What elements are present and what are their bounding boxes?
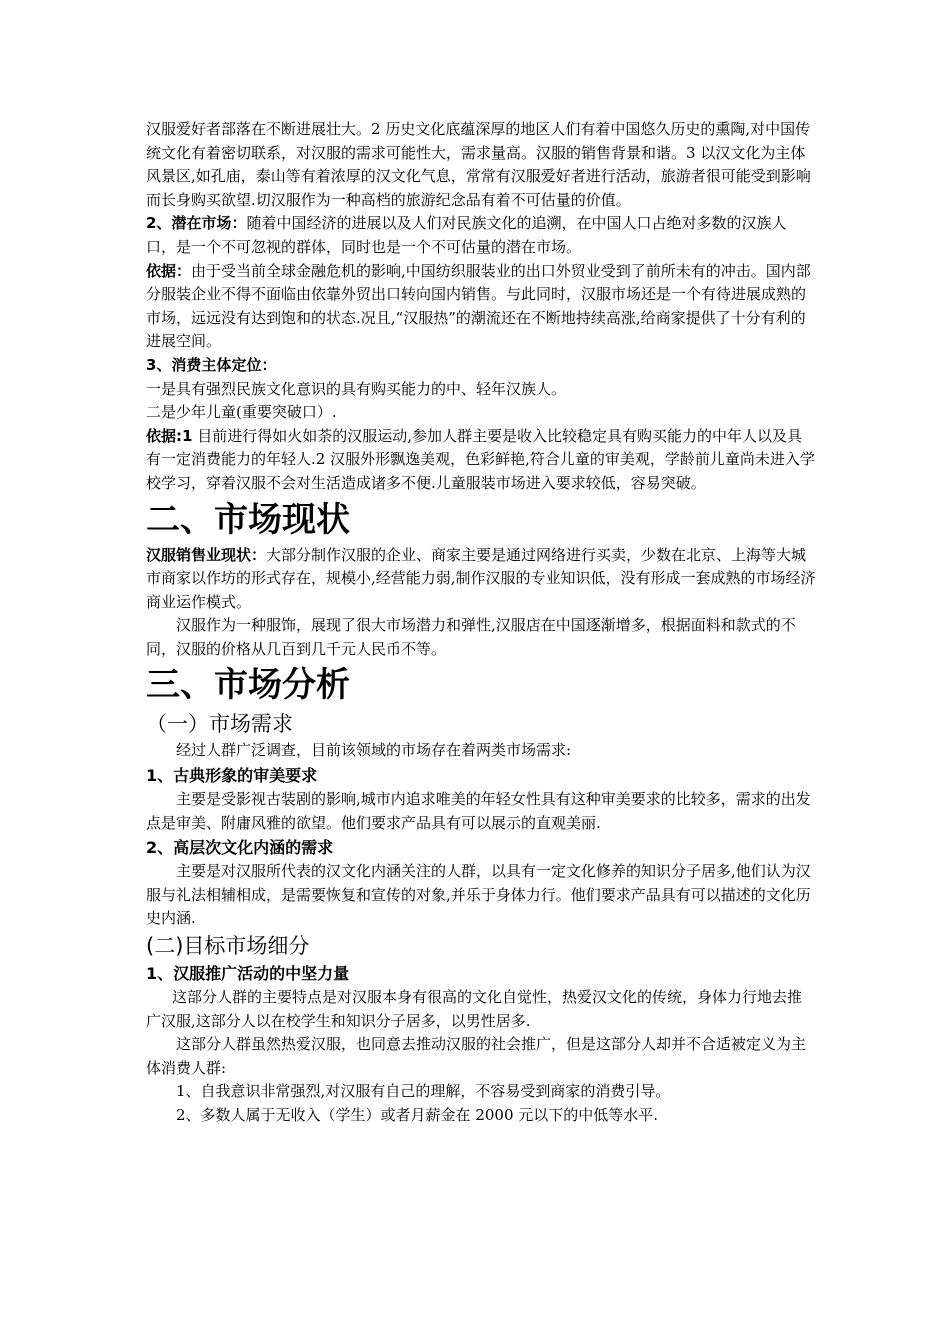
demand-title-aesthetic: 1、古典形象的审美要求: [146, 766, 318, 786]
potential-market-label: 2、潜在市场：: [146, 214, 247, 233]
paragraph-segment-traits: 这部分人群的主要特点是对汉服本身有很高的文化自觉性，热爱汉文化的传统，身体力行地去推广汉服,这部分人以在校学生和知识分子居多，以男性居多.: [146, 988, 803, 1030]
paragraph-demand-intro: 经过人群广泛调查，目前该领域的市场存在着两类市场需求:: [176, 741, 572, 760]
paragraph-demand-aesthetic: 主要是受影视古装剧的影响,城市内追求唯美的年轻女性具有这种审美要求的比较多，需求的出发点是审美、附庸风雅的欲望。他们要求产品具有可以展示的直观美丽.: [146, 790, 811, 832]
section-title-market-status: 二、市场现状: [146, 499, 350, 540]
segment-title-core-force: 1、汉服推广活动的中坚力量: [146, 964, 350, 984]
sales-status-label: 汉服销售业现状：: [146, 545, 267, 564]
document-body: [146, 118, 816, 1128]
demand-title-culture: 2、高层次文化内涵的需求: [146, 838, 334, 858]
paragraph-segment-not-main: 这部分人群虽然热爱汉服，也同意去推动汉服的社会推广，但是这部分人却并不合适被定义为主体消费人群:: [146, 1035, 807, 1077]
potential-market-text: 随着中国经济的进展以及人们对民族文化的追溯，在中国人口占绝对多数的汉族人口，是一个不可忽视的群体，同时也是一个不可估量的潜在市场。: [146, 214, 787, 256]
section-title-market-analysis: 三、市场分析: [146, 665, 350, 706]
sales-status-text: 大部分制作汉服的企业、商家主要是通过网络进行买卖，少数在北京、上海等大城市商家以作坊的形式存在，规模小,经营能力弱,制作汉服的专业知识低，没有形成一套成熟的市场经济商业运作模式。: [146, 545, 816, 611]
basis-2-text: 目前进行得如火如荼的汉服运动,参加人群主要是收入比较稳定具有购买能力的中年人以及具有一定消费能力的年轻人.2 汉服外形飘逸美观，色彩鲜艳,符合儿童的审美观，学龄前儿童尚未进入学校学习，穿着汉服不会对生活造成诸多不便.儿童服装市场进入要求较低，容易突破。: [146, 426, 815, 492]
paragraph-hanfu-community: 汉服爱好者部落在不断进展壮大。2 历史文化底蕴深厚的地区人们有着中国悠久历史的熏陶,对中国传统文化有着密切联系，对汉服的需求可能性大，需求量高。汉服的销售背景和谐。3 以汉文化为主体风景区,如孔庙，泰山等有着浓厚的汉文化气息，常常有汉服爱好者进行活动，旅游者很可能受到影响而长身购买欲望.切汉服作为一种高档的旅游纪念品有着不可估量的价值。: [146, 120, 811, 209]
consumer-positioning-label: 3、消费主体定位：: [146, 355, 277, 374]
paragraph-potential-market: [146, 212, 816, 259]
subsection-title-market-demand: （一）市场需求: [146, 712, 293, 737]
basis-2-label: 依据:1: [146, 426, 193, 445]
subsection-title-target-segments: (二)目标市场细分: [146, 934, 310, 959]
consumer-group-1: 一是具有强烈民族文化意识的具有购买能力的中、轻年汉族人。: [146, 379, 567, 398]
segment-reason-2: 2、多数人属于无收入（学生）或者月薪金在 2000 元以下的中低等水平.: [176, 1106, 659, 1124]
consumer-group-2: 二是少年儿童(重要突破口）.: [146, 403, 337, 422]
basis-text: 由于受当前全球金融危机的影响,中国纺织服装业的出口外贸业受到了前所未有的冲击。国内部分服装企业不得不面临由依靠外贸出口转向国内销售。与此同时，汉服市场还是一个有待进展成熟的市场，远远没有达到饱和的状态.况且,“汉服热”的潮流还在不断地持续高涨,给商家提供了十分有利的进展空间。: [146, 261, 811, 351]
paragraph-basis-1: [146, 260, 816, 354]
basis-label: 依据：: [146, 261, 192, 280]
paragraph-sales-status: [146, 544, 816, 615]
paragraph-demand-culture: 主要是对汉服所代表的汉文化内涵关注的人群，以具有一定文化修养的知识分子居多,他们认为汉服与礼法相辅相成，是需要恢复和宣传的对象,并乐于身体力行。他们要求产品具有可以描述的文化历史内涵.: [146, 862, 811, 928]
segment-reason-1: 1、自我意识非常强烈,对汉服有自己的理解，不容易受到商家的消费引导。: [176, 1082, 671, 1101]
paragraph-hanfu-price: 汉服作为一种服饰，展现了很大市场潜力和弹性,汉服店在中国逐渐增多，根据面料和款式的不同，汉服的价格从几百到几千元人民币不等。: [146, 616, 796, 658]
paragraph-basis-2: [146, 425, 816, 496]
